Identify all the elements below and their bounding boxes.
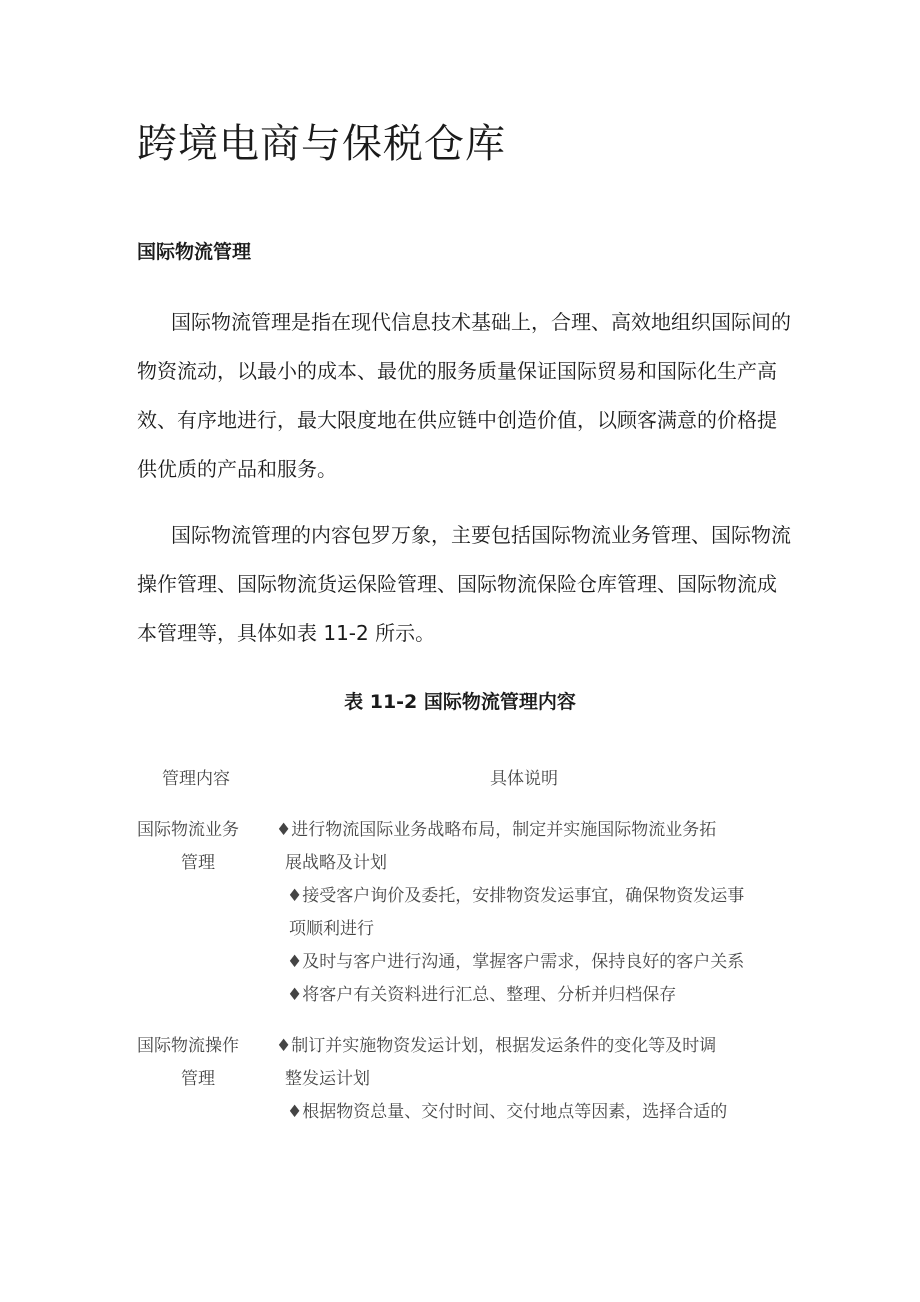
bullet-text: 将客户有关资料进行汇总、整理、分析并归档保存 — [302, 985, 677, 1005]
paragraph-line: 物资流动，以最小的成本、最优的服务质量保证国际贸易和国际化生产高 — [137, 359, 777, 383]
table-bullet-item — [287, 950, 744, 974]
paragraph-1 — [137, 298, 791, 494]
table-row-category: 国际物流操作 — [137, 1036, 239, 1056]
bullet-icon: ♦ — [287, 952, 303, 972]
bullet-text: 根据物资总量、交付时间、交付地点等因素，选择合适的 — [302, 1102, 728, 1122]
bullet-text-continued: 展战略及计划 — [285, 853, 387, 873]
bullet-text: 接受客户询价及委托，安排物资发运事宜，确保物资发运事 — [302, 886, 745, 906]
bullet-text: 及时与客户进行沟通，掌握客户需求，保持良好的客户关系 — [302, 952, 745, 972]
bullet-icon: ♦ — [276, 820, 292, 840]
table-row-category: 管理 — [181, 853, 215, 873]
table-bullet-item — [287, 884, 744, 908]
table-bullet-item — [276, 1034, 716, 1058]
bullet-icon: ♦ — [287, 1102, 303, 1122]
paragraph-line: 供优质的产品和服务。 — [137, 457, 337, 481]
table-row-category: 管理 — [181, 1069, 215, 1089]
document-title: 跨境电商与保税仓库 — [137, 121, 506, 167]
bullet-icon: ♦ — [287, 886, 303, 906]
table-bullet-item — [287, 983, 676, 1007]
paragraph-line: 操作管理、国际物流货运保险管理、国际物流保险仓库管理、国际物流成 — [137, 572, 777, 596]
table-header-description: 具体说明 — [490, 769, 558, 789]
table-bullet-item — [276, 818, 716, 842]
bullet-text: 制订并实施物资发运计划，根据发运条件的变化等及时调 — [291, 1036, 717, 1056]
bullet-icon: ♦ — [276, 1036, 292, 1056]
paragraph-line: 国际物流管理的内容包罗万象，主要包括国际物流业务管理、国际物流 — [171, 523, 791, 547]
bullet-text: 进行物流国际业务战略布局，制定并实施国际物流业务拓 — [291, 820, 717, 840]
paragraph-line: 效、有序地进行，最大限度地在供应链中创造价值，以顾客满意的价格提 — [137, 408, 777, 432]
table-caption: 表 11-2 国际物流管理内容 — [344, 691, 576, 713]
paragraph-line: 本管理等，具体如表 11-2 所示。 — [137, 621, 436, 645]
table-bullet-item — [287, 1100, 727, 1124]
table-row-category: 国际物流业务 — [137, 820, 239, 840]
table-header-category: 管理内容 — [162, 769, 230, 789]
bullet-icon: ♦ — [287, 985, 303, 1005]
paragraph-line: 国际物流管理是指在现代信息技术基础上，合理、高效地组织国际间的 — [171, 310, 791, 334]
paragraph-2 — [137, 511, 791, 658]
bullet-text-continued: 整发运计划 — [285, 1069, 370, 1089]
bullet-text-continued: 项顺利进行 — [289, 919, 374, 939]
section-heading: 国际物流管理 — [137, 241, 252, 263]
